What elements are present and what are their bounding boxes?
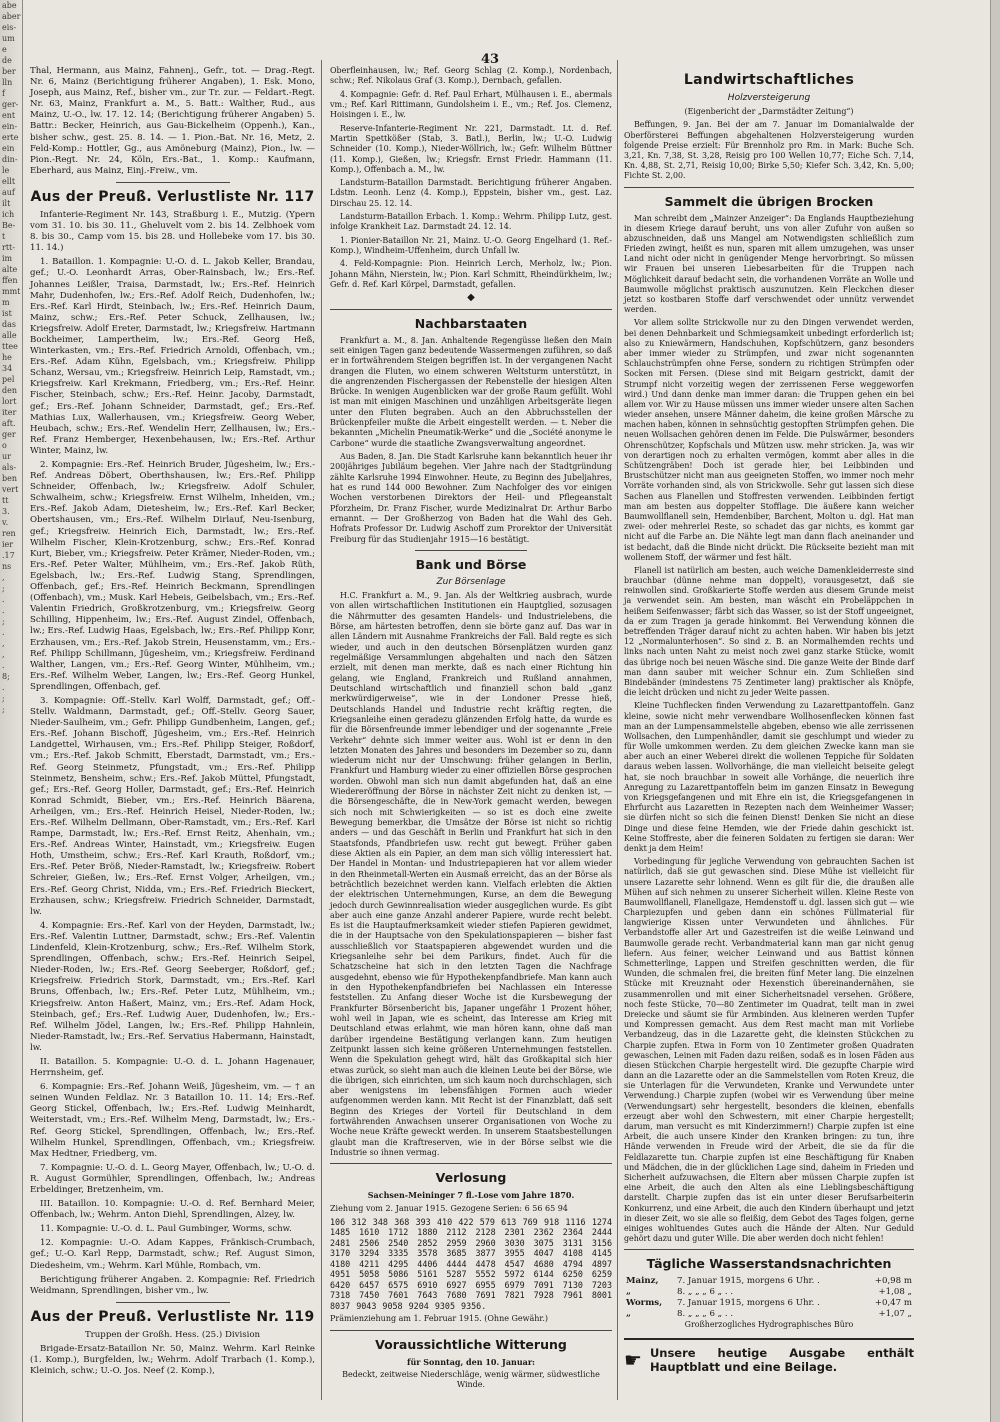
edge-fragment: lort <box>2 397 17 406</box>
edge-fragment: ; <box>2 694 5 703</box>
edge-fragment: Be- <box>2 221 16 230</box>
subheading-holzversteigerung: Holzversteigerung <box>727 93 811 103</box>
lottery-numbers: 106 312 348 368 393 410 422 579 613 769 918 1116 1274 1485 1610 1712 1880 2112 2128 2301 2362 2364 2444 2481 2506 2540 2852 2959 2960 3030 3075 3131 3156 3170 3294 3335 3578 3685 3877 3955 4047 4108 4145 4180 4211 4295 4406 4444 4478 4547 4680 4794 4897 4951 5058 5086 5161 5287 5552 5972 6144 6250 6259 6420 6457 6575 6910 6927 6955 6979 7091 7130 7203 7318 7450 7601 7643 7680 7691 7821 7928 7961 8001 8037 9043 9058 9204 9305 9356. <box>330 1216 612 1311</box>
heading-bank-und-boerse: Bank und Börse <box>415 556 527 572</box>
edge-fragment: aber <box>2 12 21 21</box>
edge-fragment: .17 <box>2 551 15 560</box>
article-paragraph: Kleine Tuchflecken finden Verwendung zu Lazarettpantoffeln. Ganz kleine, sowie nicht mehr verwendbare Wollhosenflecken können fast man an der Lumpensammelstelle abgeben, ebenso wie alle zerrissenen Wollsachen, den Lumpenhändler, damit sie geschlumpt und wieder zu für Wolle umkommen werden. Zu dem gleichen Zwecke kann man sie aber auch an einer Weberei direkt die wollenen Teppiche für Soldaten daraus weben lassen. Wollvorhänge, die man vielleicht beiseite gelegt hat, sie noch brauchbar in soweit alle Vorhänge, die neuerlich ihre Anregung zu Lazarettpantoffeln beim im ganzen Einsatz in Bewegung von Kriegsgefangenen und mit Ehre ein ist, die Kriegsgefangenen in Ehrfurcht aus Lazaretten in Rezepten nach dem Weinheimer Wasser; sie dürfen nicht so sich die feinen Dienst! Denken Sie nicht an diese Dinge und diese feine Hemden, wie der Friede dahin geschickt ist. Keine Stoffreste, aber die feineren Soldaten zu fertigen sie daran: Wer denkt ja dem Heim! <box>624 701 914 853</box>
edge-fragment: ich <box>2 210 15 219</box>
edge-fragment: de <box>2 56 12 65</box>
edge-fragment: ein <box>2 144 15 153</box>
list-paragraph: Reserve-Infanterie-Regiment Nr. 221, Darmstadt. Lt. d. Ref. Martin Spettkößer (Stab, 3. Batl.), Berlin, lw.; U.-O. Ludwig Schneider (10. Komp.), Nieder-Wöllrich, lw.; Gefr. Wilhelm Büttner (11. Komp.), Gießen, lw.; Kriegsfr. Ernst Friedr. Hammann (11. Komp.), Offenbach a. M., lw. <box>330 123 612 174</box>
pointing-hand-icon: ☛ <box>624 1348 642 1373</box>
edge-fragment: tt <box>2 496 9 505</box>
edge-fragment: mmt <box>2 287 21 296</box>
lottery-title: Sachsen-Meininger 7 fl.-Lose vom Jahre 1870. <box>367 1190 575 1201</box>
edge-fragment: . <box>2 606 5 615</box>
correction-paragraph: Berichtigung früherer Angaben. 2. Kompagnie: Ref. Friedrich Weidmann, Sprendlingen, bisher vm., lw. <box>30 1274 315 1296</box>
battalion-paragraph: Brigade-Ersatz-Bataillon Nr. 50, Mainz. Wehrm. Karl Reinke (1. Komp.), Burgfelden, lw.; Wehrm. Adolf Trarbach (1. Komp.), Kleinich, schw.; U.-O. Jos. Neef (2. Komp.), <box>30 1343 315 1377</box>
edge-fragment: eis- <box>2 23 17 32</box>
edge-fragment: ; <box>2 705 5 714</box>
edge-fragment: . <box>2 628 5 637</box>
edge-fragment: . <box>2 661 5 670</box>
edge-fragment: ur <box>2 452 11 461</box>
company-paragraph: 6. Kompagnie: Ers.-Ref. Johann Weiß, Jügesheim, vm. — † an seinen Wunden Feldlaz. Nr. 3 Bataillon 10. 11. 14; Ers.-Ref. Georg Stickel, Offenbach, lw.; Ers.-Ref. Ludwig Meinhardt, Weiterstadt, vm.; Ers.-Ref. Wilhelm Meng, Darmstadt, lw.; Ers.-Ref. Georg Stickel, Sprendlingen, Offenbach, lw.; Ers.-Ref. Wilhelm Hunkel, Sprendlingen, Offenbach, vm.; Kriegsfreiw. Max Hedtner, Friedberg, vm. <box>30 1082 315 1159</box>
edge-fragment: le <box>2 166 10 175</box>
weather-date: für Sonntag, den 10. Januar: <box>407 1356 535 1367</box>
heading-nachbarstaaten: Nachbarstaaten <box>414 315 528 331</box>
heading-verlosung: Verlosung <box>435 1170 507 1186</box>
company-paragraph: 11. Kompagnie: U.-O. d. L. Paul Gumbinger, Worms, schw. <box>40 1224 292 1235</box>
company-paragraph: 1. Bataillon. 1. Kompagnie: U.-O. d. L. Jakob Keller, Brandau, gef.; U.-O. Leonhardt Arras, Ober-Rainsbach, lw.; Ers.-Ref. Johannes Leißler, Traisa, Darmstadt, lw.; Ers.-Ref. Heinrich Mahr, Dudenhofen, lw.; Ers.-Ref. Adolf Reich, Dudenhofen, lw.; Ers.-Ref. Karl Hirdt, Steinbach, lw.; Ers.-Ref. Heinrich Daum, Mainz, schw.; Ers.-Ref. Peter Schuck, Zellhausen, lw.; Kriegsfreiw. Adolf Ereter, Darmstadt, lw.; Kriegsfreiw. Hartmann Bockheimer, Lampertheim, lw.; Ers.-Ref. Georg Heß, Winterkasten, vm.; Ers.-Ref. Friedrich Arnoldi, Offenbach, vm.; Ers.-Ref. Adam Kühn, Egelsbach, vm.; Kriegsfreiw. Philipp Schanz, Wersau, vm.; Kriegsfreiw. Heinrich Leip, Ramstadt, vm.; Kriegsfreiw. Karl Krekmann, Friedberg, vm.; Ers.-Ref. Heinr. Fischer, Steinbach, schw.; Ers.-Ref. Heinr. Jacoby, Darmstadt, gef.; Ers.-Ref. Johann Schneider, Darmstadt, gef.; Ers.-Ref. Mathias Lux, Wallerhausen, vm.; Kriegsfreiw. Georg Weber, Heubach, schw.; Ers.-Ref. Wendelin Herr, Zellhausen, lw.; Ers.-Ref. Franz Hemberger, Hexenbehausen, lw.; Ers.-Ref. Arthur Winter, Mainz, lw. <box>30 257 315 456</box>
edge-fragment: , <box>2 639 5 648</box>
edge-fragment: ffen <box>2 276 18 285</box>
edge-fragment: e <box>2 45 7 54</box>
lottery-footer: Prämienziehung am 1. Februar 1915. (Ohne Gewähr.) <box>330 1314 549 1324</box>
edge-fragment: auf <box>2 188 15 197</box>
edge-fragment: abe <box>2 1 17 10</box>
page-number: 43 <box>480 52 500 67</box>
divider <box>330 1330 612 1331</box>
edge-fragment: iter <box>2 408 17 417</box>
edge-fragment: ben <box>2 474 18 483</box>
column-features <box>624 66 914 1374</box>
edge-fragment: , <box>2 650 5 659</box>
water-date: 7. Januar 1915, morgens 6 Uhr. . <box>676 1298 820 1309</box>
heading-sammelt-brocken: Sammelt die übrigen Brocken <box>664 193 874 209</box>
edge-fragment: rtt- <box>2 243 15 252</box>
divider <box>116 182 230 183</box>
edge-fragment: ger- <box>2 100 19 109</box>
edge-fragment: ent <box>2 111 16 120</box>
water-place: Worms, <box>626 1298 663 1309</box>
edge-fragment: pel <box>2 375 15 384</box>
divider <box>330 1163 612 1164</box>
edge-fragment: . <box>2 595 5 604</box>
boerse-article: H.C. Frankfurt a. M., 9. Jan. Als der Weltkrieg ausbrach, wurde von allen wirtschaftlichen Institutionen ein Hauptglied, sozusagen die Nährmutter des gesamten Handels- und Industrielebens, die Börse, am härtesten betroffen, denn sie börte ganz auf. Das war in allen Ländern mit Ausnahme Frankreichs der Fall. Bald regte es sich wieder, und auch in den deutschen Börsenplätzen wurden ganz regelmäßige Versammlungen abgehalten und nach den Sätzen erzielt, mit denen man merkte, daß es nach einer Richtung hin gelang, wie England, Frankreich und Rußland annahmen, Deutschland wirtschaftlich und finanziell schon bald „ganz merkwürdigerweise“, wie in der Londoner Presse hieß, Deutschlands Handel und Industrie recht kräftig regten, die Kriegsanleihe einen geradezu glänzenden Erfolg hatte, da wurde es für die Börsenfreunde immer lebendiger und der sogenannte „Freie Verkehr“ dehnte sich immer weiter aus. Wohl ist er denn in den letzten Monaten des Jahres und besonders im Dezember so zu, dann wiederum nicht nur der Umschwung: früher gelangen in Berlin, Frankfurt und Hamburg wieder zu einer offiziellen Börse gesprochen worden. Obwohl man sich nun damit abgefunden hat, daß an eine Wiedereröffnung der Börse in nächster Zeit nicht zu denken ist, — die Börsengeschäfte, die in New-York gemacht werden, bewegen sich noch mit Schwierigkeiten — so ist es doch eine zweite Bewegung bemerkbar, die Umsätze der Börse ist nicht so richtig anders — und das Geschäft in Berlin und Frankfurt hat sich in den Staatsfonds, Pfandbriefen usw. recht gut bewegt. Früher gaben diese Aktien als ein Papier, an dem man sich völlig interessiert hat. Der Handel in Montan- und Industriepapieren hat vor allem wieder in den Rheinmetall-Werten ein Ausmaß erreicht, das an der Börse als beträchtlich bezeichnet werden kann. Vielfach erlebten die Aktien der elektrischen Unternehmungen, Kurse, an dem die Bewegung jedoch durch Gewinnrealisation wieder ausgeglichen wurde. Es gibt aber auch eine ganze Anzahl anderer Papiere, wurde recht belebt. Es ist die Hauptaufmerksamkeit wieder stiefen Papieren gewidmet, die in der Hauptsache von den Spekulationspapieren — bisher fast ausschließlich vor Staatspapieren abgewendet wurden und die Kriegsanleihe sehr bei dem Parikurs, findet. Auch für die Schatzscheine hat sich in den letzten Tagen die Nachfrage ausgedehnt, ebenso wie für Hypothekenpfandbriefe. Man kann auch in den Hypothekenpfandbriefen bei Nachlassen ein Interesse feststellen. Zu Anfang dieser Woche ist die Kursbewegung der Frankfurter Börsenbericht bis, Japaner ungefähr 1 Prozent höher, wohl weil in Japan, wie es scheint, das Interesse am Krieg mit Deutschland etwas erlahmt, wie man hören kann, ohne daß man darüber irgendeine Bestätigung verlangen kann. Zum heutigen Zeitpunkt lassen sich keine größeren Unternehmungen feststellen. Wenn die Spekulation gehegt wird, hält das Großkapital sich hier etwas zurück, so sieht man auch die kleinen Leute bei der Börse, wie die übrigen, sich einrichten, um sich kaum noch durchschlagen, sich aber wenigstens im lebensfähigen Formen auch wieder aufgenommen werden kann. Mit Recht ist der Finanzblatt, daß seit Beginn des Krieges der Vorteil für Deutschland in dem fortwährenden Anwachsen unserer Organisationen von Woche zu Woche neue Kräfte geweckt werden. In unserem Staatsbestellungen glaubt man die Kraftreserven, wie in der Börse selbst wie die Industrie so ihnen vermag. <box>330 591 612 1157</box>
water-value: +1,07 „ <box>878 1309 912 1320</box>
edge-fragment: lln <box>2 78 13 87</box>
edge-fragment: um <box>2 34 15 43</box>
heading-verlustliste-117: Aus der Preuß. Verlustliste Nr. 117 <box>30 188 315 205</box>
water-date: 7. Januar 1915, morgens 6 Uhr. . <box>676 1276 820 1287</box>
edge-fragment: . <box>2 683 5 692</box>
edge-fragment: ren <box>2 529 16 538</box>
edge-fragment: ier <box>2 540 14 549</box>
edge-fragment: alte <box>2 265 18 274</box>
list-paragraph: 1. Pionier-Bataillon Nr. 21, Mainz. U.-O. Georg Engelhard (1. Ref.-Komp.), Windheim-Uffenheim, durch Unfall lw. <box>330 235 612 255</box>
news-frankfurt: Frankfurt a. M., 8. Jan. Anhaltende Regengüsse ließen den Main seit einigen Tagen ganz bedeutende Wassermengen zuführen, so daß er in fortwährendem Steigen begriffen ist. In der vergangenen Nacht drangen die Fluten, wo einem schweren Weltsturm unterstützt, in die angrenzenden Fischergassen der Rebenstelle der hiesigen Alten Brücke. In wenigen Augenblicken war der große Raum gefüllt. Wohl ist man mit einigen Maschinen und unzähligen Arbeitsgeräte liegen unter den Fluten begraben. Auch an den Abbruchsstellen der Brückenpfeiler mußte die Arbeit eingestellt werden. — t. Neber die bekannten „Michelin Pneumatik-Werke“ und die „Société anonyme le Carbone“ wurde die staatliche Zwangsverwaltung angeordnet. <box>330 335 612 448</box>
company-paragraph: 3. Kompagnie: Off.-Stellv. Karl Wolff, Darmstadt, gef.; Off.-Stellv. Waldmann, Darmstadt, gef.; Off.-Stellv. Georg Sauer, Nieder-Saulheim, vm.; Gefr. Philipp Gundbenheim, Langen, gef.; Ers.-Ref. Johann Bischoff, Jügesheim, vm.; Ers.-Ref. Heinrich Landgettel, Wirhausen, vm.; Ers.-Ref. Philipp Steiger, Roßdorf, vm.; Ers.-Ref. Jakob Schmitt, Eberstadt, Darmstadt, vm.; Ers.-Ref. Georg Steinmetz, Pfungstadt, vm.; Ers.-Ref. Philipp Steinmetz, Bensheim, schw.; Ers.-Ref. Jakob Müttel, Pfungstadt, gef.; Ers.-Ref. Georg Holler, Darmstadt, gef.; Ers.-Ref. Heinrich Konrad Schmidt, Bieber, vm.; Ers.-Ref. Heinrich Bäarena, Arheilgen, vm.; Ers.-Ref. Heinrich Heisel, Nieder-Roden, lw.; Ers.-Ref. Wilhelm Dellmann, Ober-Ramstadt, vm.; Ers.-Ref. Karl Rampe, Darmstadt, lw.; Ers.-Ref. Ernst Reitz, Ahenhain, vm.; Ers.-Ref. Andreas Winter, Hainstadt, vm.; Kriegsfreiw. Eugen Hoth, Umstheim, schw.; Ers.-Ref. Karl Krauth, Roßdorf, vm.; Ers.-Ref. Peter Bröß, Nieder-Ramstadt, lw.; Kriegsfreiw. Robert Schreier, Gießen, lw.; Ers.-Ref. Ernst Volger, Arheilgen, vm.; Ers.-Ref. Georg Christ, Nidda, vm.; Ers.-Ref. Friedrich Bieckert, Erzhausen, schw.; Kriegsfreiw. Friedrich Schneider, Darmstadt, lw. <box>30 695 315 917</box>
edge-fragment: f <box>2 89 5 98</box>
source-note: (Eigenbericht der „Darmstädter Zeitung“) <box>684 107 854 117</box>
company-paragraph: 4. Kompagnie: Ers.-Ref. Karl von der Heyden, Darmstadt, lw.; Ers.-Ref. Valentin Luttner, Darmstadt, schw.; Ers.-Ref. Valentin Lindenfeld, Klein-Krotzenburg, schw.; Ers.-Ref. Wilhelm Stork, Sprendlingen, Offenbach, schw.; Ers.-Ref. Heinrich Seipel, Nieder-Roden, lw.; Ers.-Ref. Georg Seeberger, Roßdorf, gef.; Kriegsfreiw. Friedrich Stork, Darmstadt, vm.; Ers.-Ref. Karl Bruns, Offenbach, lw.; Ers.-Ref. Peter Lutz, Mühlheim, vm.; Kriegsfreiw. Anton Haßert, Mainz, vm.; Ers.-Ref. Adam Hock, Steinbach, gef.; Ers.-Ref. Ludwig Auer, Dudenhofen, lw.; Ers.-Ref. Wilhelm Jödel, Langen, lw.; Ers.-Ref. Philipp Hahnlein, Nieder-Ramstadt, lw.; Ers.-Ref. Servatius Habermann, Hainstadt, lw. <box>30 920 315 1053</box>
edge-fragment: m <box>2 298 10 307</box>
edge-fragment: ; <box>2 617 5 626</box>
table-row <box>624 1276 914 1287</box>
water-source: Großherzogliches Hydrographisches Büro <box>684 1320 854 1330</box>
edge-fragment: ns <box>2 562 12 571</box>
article-paragraph: Vor allem sollte Strickwolle nur zu den Dingen verwendet werden, bei denen Dehnbarkeit und Schmiegsamkeit unbedingt erforderlich ist; also zu Kniewärmern, Handschuhen, Kopfschützern, ganz besonders aber immer wieder zu Strümpfen, und zwar nicht sogenannten Schlauchstrümpfen ohne Ferse, sondern zu richtigen Strümpfen oder Socken mit Fersen. (Diese sind mit Beigarn gestrickt, damit der Strumpf nicht vorzeitig wegen der zerrissenen Ferse weggeworfen wird.) Und dann denke man immer daran: die Truppen gehen ein bei allem vor. Wir zu Hause müssen uns immer wieder unsere alten Sachen wieder ansehen, unsere Männer daheim, die keine großen Märsche zu machen haben, können in sehnsüchtig gestopften Strümpfen gehen. Die neuen Wollsachen gehören denen im Felde. Die Pulswärmer, besonders Ohrenschützer, Kopfschals und Mützen usw. mehr stricken. Ja, was wir von derartigen noch zu erhalten vermögen, kommt aber alles in die Schützengräben! Doch ist gerade hier, bei Leibbinden und Brustschützer nicht man aus geeigneten Stoffen, wo immer noch mehr Vorräte vorhanden sind, als von Strickwolle. Sehr gut lassen sich diese Sachen aus Flanellen und Stoffresten verwenden. Leibbinden fertigt man am besten aus doppelter Stofflage. Die äußere kann weicher Baumwollflanell sein, Hemdenbiber, Barchent, Molton u. dgl. Hat man zwei- oder mehrerlei Reste, so schadet das gar nichts, es kommt gar nicht auf die Farbe an. Die Nähte legt man dann flach aneinander und ist bedacht, daß die Binde nicht drückt. Die Rückseite bezieht man mit wollenem Stoff, der wärmer und fest hält. <box>624 318 914 562</box>
heading-landwirtschaftliches: Landwirtschaftliches <box>683 72 855 88</box>
edge-fragment: den <box>2 386 18 395</box>
divider <box>330 309 612 310</box>
table-row <box>624 1298 914 1309</box>
edge-fragment: das <box>2 320 16 329</box>
column-divider <box>321 60 322 1400</box>
water-value: +0,98 m <box>874 1276 912 1287</box>
subheading-boersenlage: Zur Börsenlage <box>436 576 506 587</box>
company-paragraph: II. Bataillon. 5. Kompagnie: U.-O. d. L. Johann Hagenauer, Herrnsheim, gef. <box>30 1056 315 1079</box>
article-paragraph: Man schreibt dem „Mainzer Anzeiger“: Da Englands Hauptbeziehung in diesem Kriege darauf beruht, uns von aller Zufuhr von außen so abzuschneiden, daß uns Mangel am Notwendigsten schließlich zum Frieden zwingt, heißt es nun, sparen mit allem umzugehen, was unser Land nicht oder nicht in genügender Menge hervorbringt. So müssen wir Frauen bei unseren Liebesarbeiten für die Truppen nach Möglichkeit darauf bedacht sein, die vorhandenen Vorräte an Wolle und Baumwolle möglichst praktisch auszunutzen. Kein Fleckchen dieser jetzt so kostbaren Stoffe darf verschwendet oder unnütz verwendet werden. <box>624 213 914 315</box>
water-level-table <box>624 1276 914 1320</box>
edge-fragment: ist <box>2 309 12 318</box>
edge-fragment: 34 <box>2 364 13 373</box>
edge-fragment: 3. <box>2 507 10 516</box>
divider <box>415 550 528 551</box>
news-baden: Aus Baden, 8. Jan. Die Stadt Karlsruhe kann bekanntlich heuer ihr 200jähriges Jubiläum begehen. Vier Jahre nach der Stadtgründung zählte Karlsruhe 1994 Einwohner. Heute, zu Beginn des Jubeljahres, hat es rund 144 000 Bewohner. Zum Nachfolger des vor einigen Wochen verstorbenen Direktors der Heil- und Pflegeanstalt Pforzheim, Dr. Franz Fischer, wurde Medizinalrat Dr. Arthur Barbo ernannt. — Der Großherzog von Baden hat die Wahl des Geh. Hofrats Professor Dr. Ludwig Aschoff zum Prorektor der Universität Freiburg für das Studienjahr 1915—16 bestätigt. <box>330 452 612 544</box>
edge-fragment: o <box>2 441 7 450</box>
regiment-paragraph: Infanterie-Regiment Nr. 143, Straßburg i. E., Mutzig. (Ypern vom 31. 10. bis 30. 11., Gheluvelt vom 2. bis 14. Zelbhoek vom 8. bis 30., Camp vom 15. bis 28. und Hollebeke vom 17. bis 30. 11. 14.) <box>30 209 315 254</box>
edge-fragment: vert <box>2 485 19 494</box>
list-paragraph: Oberfleinhausen, lw.; Ref. Georg Schlag (2. Komp.), Nordenbach, schw.; Ref. Nikolaus Graf (3. Komp.), Dernbach, gefallen. <box>330 66 612 86</box>
company-paragraph: 2. Kompagnie: Ers.-Ref. Heinrich Bruder, Jügesheim, lw.; Ers.-Ref. Andreas Döbert, Oberthshausen, lw.; Ers.-Ref. Philipp Schneider, Offenbach, lw.; Kriegsfreiw. Adolf Schuler, Schwalheim, schw.; Kriegsfreiw. Ernst Wilhelm, Inheiden, vm.; Ers.-Ref. Jakob Adam, Dietesheim, lw.; Ers.-Ref. Karl Becker, Obertshausen, vm.; Ers.-Ref. Wilhelm Dirlauf, Neu-Isenburg, gef.; Kriegsfreiw. Heinrich Eich, Darmstadt, lw.; Ers.-Ref. Wilhelm Fischer, Klein-Krotzenburg, schw.; Ers.-Ref. Konrad Kurt, Bieber, vm.; Kriegsfreiw. Peter Krämer, Nieder-Roden, vm.; Ers.-Ref. Peter Walter, Mühlheim, vm.; Ers.-Ref. Jakob Rüth, Egelsbach, lw.; Ers.-Ref. Ludwig Stang, Sprendlingen, Offenbach, gef.; Ers.-Ref. Heinrich Beckmann, Sprendlingen (Offenbach), vm.; Musk. Karl Hebeis, Geibelsbach, vm.; Ers.-Ref. Valentin Friedrich, Großkrotzenburg, vm.; Kriegsfreiw. Georg Schilling, Hippenheim, lw.; Ers.-Ref. August Zindel, Offenbach, lw.; Ers.-Ref. Ludwig Haas, Egelsbach, lw.; Ers.-Ref. Philipp Konr, Erzhausen, vm.; Ers.-Ref. Jakob Strein, Heusenstamm, vm.; Ers.-Ref. Philipp Schillmann, Jügesheim, vm.; Kriegsfreiw. Ferdinand Walther, Langen, vm.; Ers.-Ref. Georg Winter, Mühlheim, vm.; Ers.-Ref. Wilhelm Weber, Langen, lw.; Ers.-Ref. Georg Hunkel, Sprendlingen, Offenbach, gef. <box>30 460 315 692</box>
edge-fragment: ilt <box>2 199 11 208</box>
edge-fragment: ber <box>2 67 16 76</box>
edge-fragment: ttee <box>2 342 18 351</box>
edition-banner <box>624 1338 914 1374</box>
weather-text: Bedeckt, zeitweise Niederschläge, wenig wärmer, südwestliche Winde. <box>342 1370 600 1390</box>
article-paragraph: Vorbedingung für jegliche Verwendung von gebrauchten Sachen ist natürlich, daß sie gut gewaschen sind. Diese Mühe ist vielleicht für unsere Lazarette sehr lohnend. Wenn es gilt für die, die draußen alle Mühen auf sich nehmen zu unserer Sicherheit willen. Kleine Reste von Baumwollflanell, Flanellgaze, Hemdenstoff u. dgl. lassen sich gut — wie Charpiezupfen und geben dann ein schönes Füllmaterial für langwierige Kissen unter Verwundeten und ähnliches. Für Verbandstoffe aller Art und Gazestreifen ist die weiße Leinwand und Baumwolle gerade recht. Verbandmaterial kann man gar nicht genug liefern. Aus feiner, weicher Leinwand und aus Battist können Schmetterlinge, Lappen und Streifen geschnitten werden, die für Wunden, die schmalen frei, die breiten fünf Meter lang. Die einzelnen Stücke mit Kreuznaht oder Hexenstich übereinandernähen, sie zusammenrollen und mit einer Sicherheitsnadel versehen. Größere, noch feste Stücke, 70—80 Zentimeter im Quadrat, teilt man in zwei Dreiecke und säumt sie für Armbinden. Aus kleineren werden Tupfer und Kompressen gemacht. Aus dem Rest macht man mit Vorliebe Verbandzeug, das in die Lazarette geht, die kleinsten Stückchen zu Charpie zupfen. Etwa in Form von 10 Zentimeter großen Quadraten gewaschen, Leinen mit Faden dazu reißen, sodaß es in losen Fäden aus diesen Stückchen Charpie hergestellt wird. Die gezupfte Charpie wird dann an die Lazarette oder an die Sammelstellen vom Roten Kreuz, die sie Unterlagen für die Verwundeten, Kranke und Verwundete unter Verwendung.) Charpie zupfen (wobei wir es Verwendung über meine (Verwendungsart) sehr hergestellt, besonders die kleinen, ebenfalls erzeugt aber wohl den Schwestern, mit einer Charpie hergestellt; darum, man versucht es mit Kinderzimmern!) Charpie zupfen ist eine Arbeit, die auch unsere Kinder den Kranken bringen: zu tun, ihre Hände verwenden in Freude wird der Arbeit, die sie da für die Feldlazarette tun. Charpie zupfen ist eine Beschäftigung für Knaben und Mädchen, die in der glücklichen Lage sind, daheim in Frieden und Sicherheit aufzuwachsen, die Eltern aber müssen Charpie zupfen ist eine Arbeit, die auch den Alten als eine Lieblingsbeschäftigung darstellt. Charpie zupfen das ist ein unter dieser Berufsarbeiterin Konkurrenz, und eine Arbeit, die auch den Kindern überhaupt und jetzt in dieser Zeit, wo sie alle so fleißig, dem Gebot des Tages folgen, gerne einiges wohltuendes Gutes auch die Hände der Alten. Nur Geduld gehört dazu und guter Wille. Die aber werden doch nicht fehlen! <box>624 857 914 1244</box>
edge-fragment: erte <box>2 133 19 142</box>
edge-fragment: alle <box>2 331 17 340</box>
list-paragraph: 4. Kompagnie: Gefr. d. Ref. Paul Erhart, Mülhausen i. E., abermals vm.; Ref. Karl Rittimann, Gundolsheim i. E., vm.; Ref. Jos. Clemenz, Hoisingen i. E., lw. <box>330 89 612 120</box>
company-paragraph: III. Bataillon. 10. Kompagnie: U.-O. d. Ref. Bernhard Meier, Offenbach, lw.; Wehrm. Anton Diehl, Sprendlingen, Alzey, lw. <box>30 1199 315 1221</box>
water-place: „ <box>626 1309 631 1320</box>
intro-paragraph: Thal, Hermann, aus Mainz, Fahnenj., Gefr., tot. — Drag.-Regt. Nr. 6, Mainz (Berichtigung früherer Angaben), 1. Esk. Mono, Joseph, aus Mainz, Ref., bisher vm., zur Tr. zur. — Feldart.-Regt. Nr. 63, Mainz, Frankfurt a. M., 5. Batt.: Walther, Rud., aus Mainz, U.-O., lw. 17. 12. 14; (Berichtigung früherer Angaben) 5. Battr.: Becker, Heinrich, aus Gau-Bickelheim (Oppenh.), Kan., bisher schw., gest. 25. 8. 14. — 1. Pion.-Bat. Nr. 16, Metz, 2. Feld-Komp.: Hottler, Gg., aus Amöneburg (Mainz), Pion., lw. — Pion.-Regt. Nr. 24, Köln, Ers.-Bat., 1. Komp.: Kaufmann, Eberhard, aus Mainz, Einj.-Freiw., vm. <box>30 66 315 176</box>
edge-fragment: im <box>2 254 13 263</box>
heading-witterung: Voraussichtliche Witterung <box>375 1336 567 1352</box>
edge-fragment: , <box>2 573 5 582</box>
company-paragraph: 7. Kompagnie: U.-O. d. L. Georg Mayer, Offenbach, lw.; U.-O. d. R. August Gormühler, Sprendlingen, Offenbach, lw.; Andreas Erbeldinger, Bretzenheim, vm. <box>30 1162 315 1195</box>
heading-wasserstand: Tägliche Wasserstandsnachrichten <box>646 1256 892 1272</box>
list-paragraph: Landsturm-Bataillon Darmstadt. Berichtigung früherer Angaben. Ldstm. Leonh. Lenz (4. Komp.), Eppstein, bisher vm., gest. Laz. Dirschau 25. 12. 14. <box>330 178 612 208</box>
edge-fragment: 8; <box>2 672 10 681</box>
separator-ornament-icon: ◆ <box>467 292 475 304</box>
list-paragraph: Landsturm-Bataillon Erbach. 1. Komp.: Wehrm. Philipp Lutz, gest. infolge Krankheit Laz. Darmstadt 24. 12. 14. <box>330 212 612 232</box>
water-value: +1,08 „ <box>878 1287 912 1298</box>
divider <box>624 1249 914 1250</box>
edge-fragment: din- <box>2 155 18 164</box>
divider <box>116 1302 230 1303</box>
water-date: 8. „ „ „ 6 „ . . <box>676 1309 734 1320</box>
column-casualty-lists <box>30 66 315 1380</box>
water-place: Mainz, <box>626 1276 659 1287</box>
column-divider <box>617 60 618 1400</box>
company-paragraph: 12. Kompagnie: U.-O. Adam Kappes, Fränkisch-Crumbach, gef.; U.-O. Karl Repp, Darmstadt, schw.; Ref. August Simon, Diedesheim, vm.; Wehrm. Karl Mühle, Rombach, vm. <box>30 1238 315 1271</box>
division-line: Truppen der Großh. Hess. (25.) Division <box>84 1329 261 1340</box>
water-value: +0,47 m <box>874 1298 912 1309</box>
edge-fragment: ger <box>2 430 16 439</box>
edge-fragment: he <box>2 353 12 362</box>
edge-fragment: v. <box>2 518 9 527</box>
edge-fragment: als- <box>2 463 17 472</box>
adjacent-page-edge <box>0 0 23 1422</box>
edge-fragment: ellt <box>2 177 16 186</box>
heading-verlustliste-119: Aus der Preuß. Verlustliste Nr. 119 <box>30 1308 315 1325</box>
edge-fragment: ; <box>2 584 5 593</box>
lottery-intro: Ziehung vom 2. Januar 1915. Gezogene Serien: 6 56 65 94 <box>330 1203 568 1213</box>
edge-fragment: ein- <box>2 122 18 131</box>
edge-fragment: aft. <box>2 419 16 428</box>
edge-fragment: t <box>2 232 6 241</box>
list-paragraph: 4. Feld-Kompagnie: Pion. Heinrich Lerch, Merholz, lw.; Pion. Johann Mähn, Nierstein, lw.; Pion. Karl Schmitt, Rheindürkheim, lw.; Gefr. d. Ref. Karl Körpel, Darmstadt, gefallen. <box>330 259 612 289</box>
divider <box>624 187 914 188</box>
table-row <box>624 1309 914 1320</box>
article-paragraph: Flanell ist natürlich am besten, auch weiche Damenkleiderreste sind brauchbar (dünne nehme man doppelt), vorausgesetzt, daß sie reinwollen sind. Großkarierte Stoffe werden aus diesem Grunde meist ja verwendet sein. Am besten, man wäscht ein Probeläppchen in heißem Seifenwasser; färbt sich das Wasser, so ist der Stoff ungeeignet, da er zum Tragen ja gerade hinkommt. Bei Verwendung können die betreffenden Träger darauf nicht zu achten haben. Wir haben bis jetzt 12 „Normalunterhosen“. So sind z. B. an Normalhemden rechts und links nach unten Naht zu meist noch zwei ganz starke Stücke, womit das übrige noch bei neuen Wäsche sind. Die ganze Weite der Binde darf man dann sauber mit weicher Schnur ein. Zum Schließen sind Bindebänder (mindestens 75 Zentimeter lang) praktischer als Knöpfe, die leicht drücken und nicht zu jeder Weite passen. <box>624 565 914 698</box>
column-news <box>330 66 612 1394</box>
auction-report: Beffungen, 9. Jan. Bei der am 7. Januar im Domanialwalde der Oberförsterei Beffungen abgehaltenen Holzversteigerung wurden folgende Preise erzielt: Für Brennholz pro Rm. in Mark: Buche Sch. 3,21, Kn. 7,38, St. 3,28, Reisig pro 100 Wellen 10,77; Eiche Sch. 7,14, Kn. 4,88, St. 2,71, Reisig 10,00; Birke 5,50; Kiefer Sch. 3,42, Kn. 5,00; Fichte St. 2,00. <box>624 120 914 181</box>
banner-text: Unsere heutige Ausgabe enthält Hauptblatt und eine Beilage. <box>649 1346 914 1375</box>
table-row <box>624 1287 914 1298</box>
water-place: „ <box>626 1287 631 1298</box>
water-date: 8. „ „ „ 6 „ . . <box>676 1287 734 1298</box>
